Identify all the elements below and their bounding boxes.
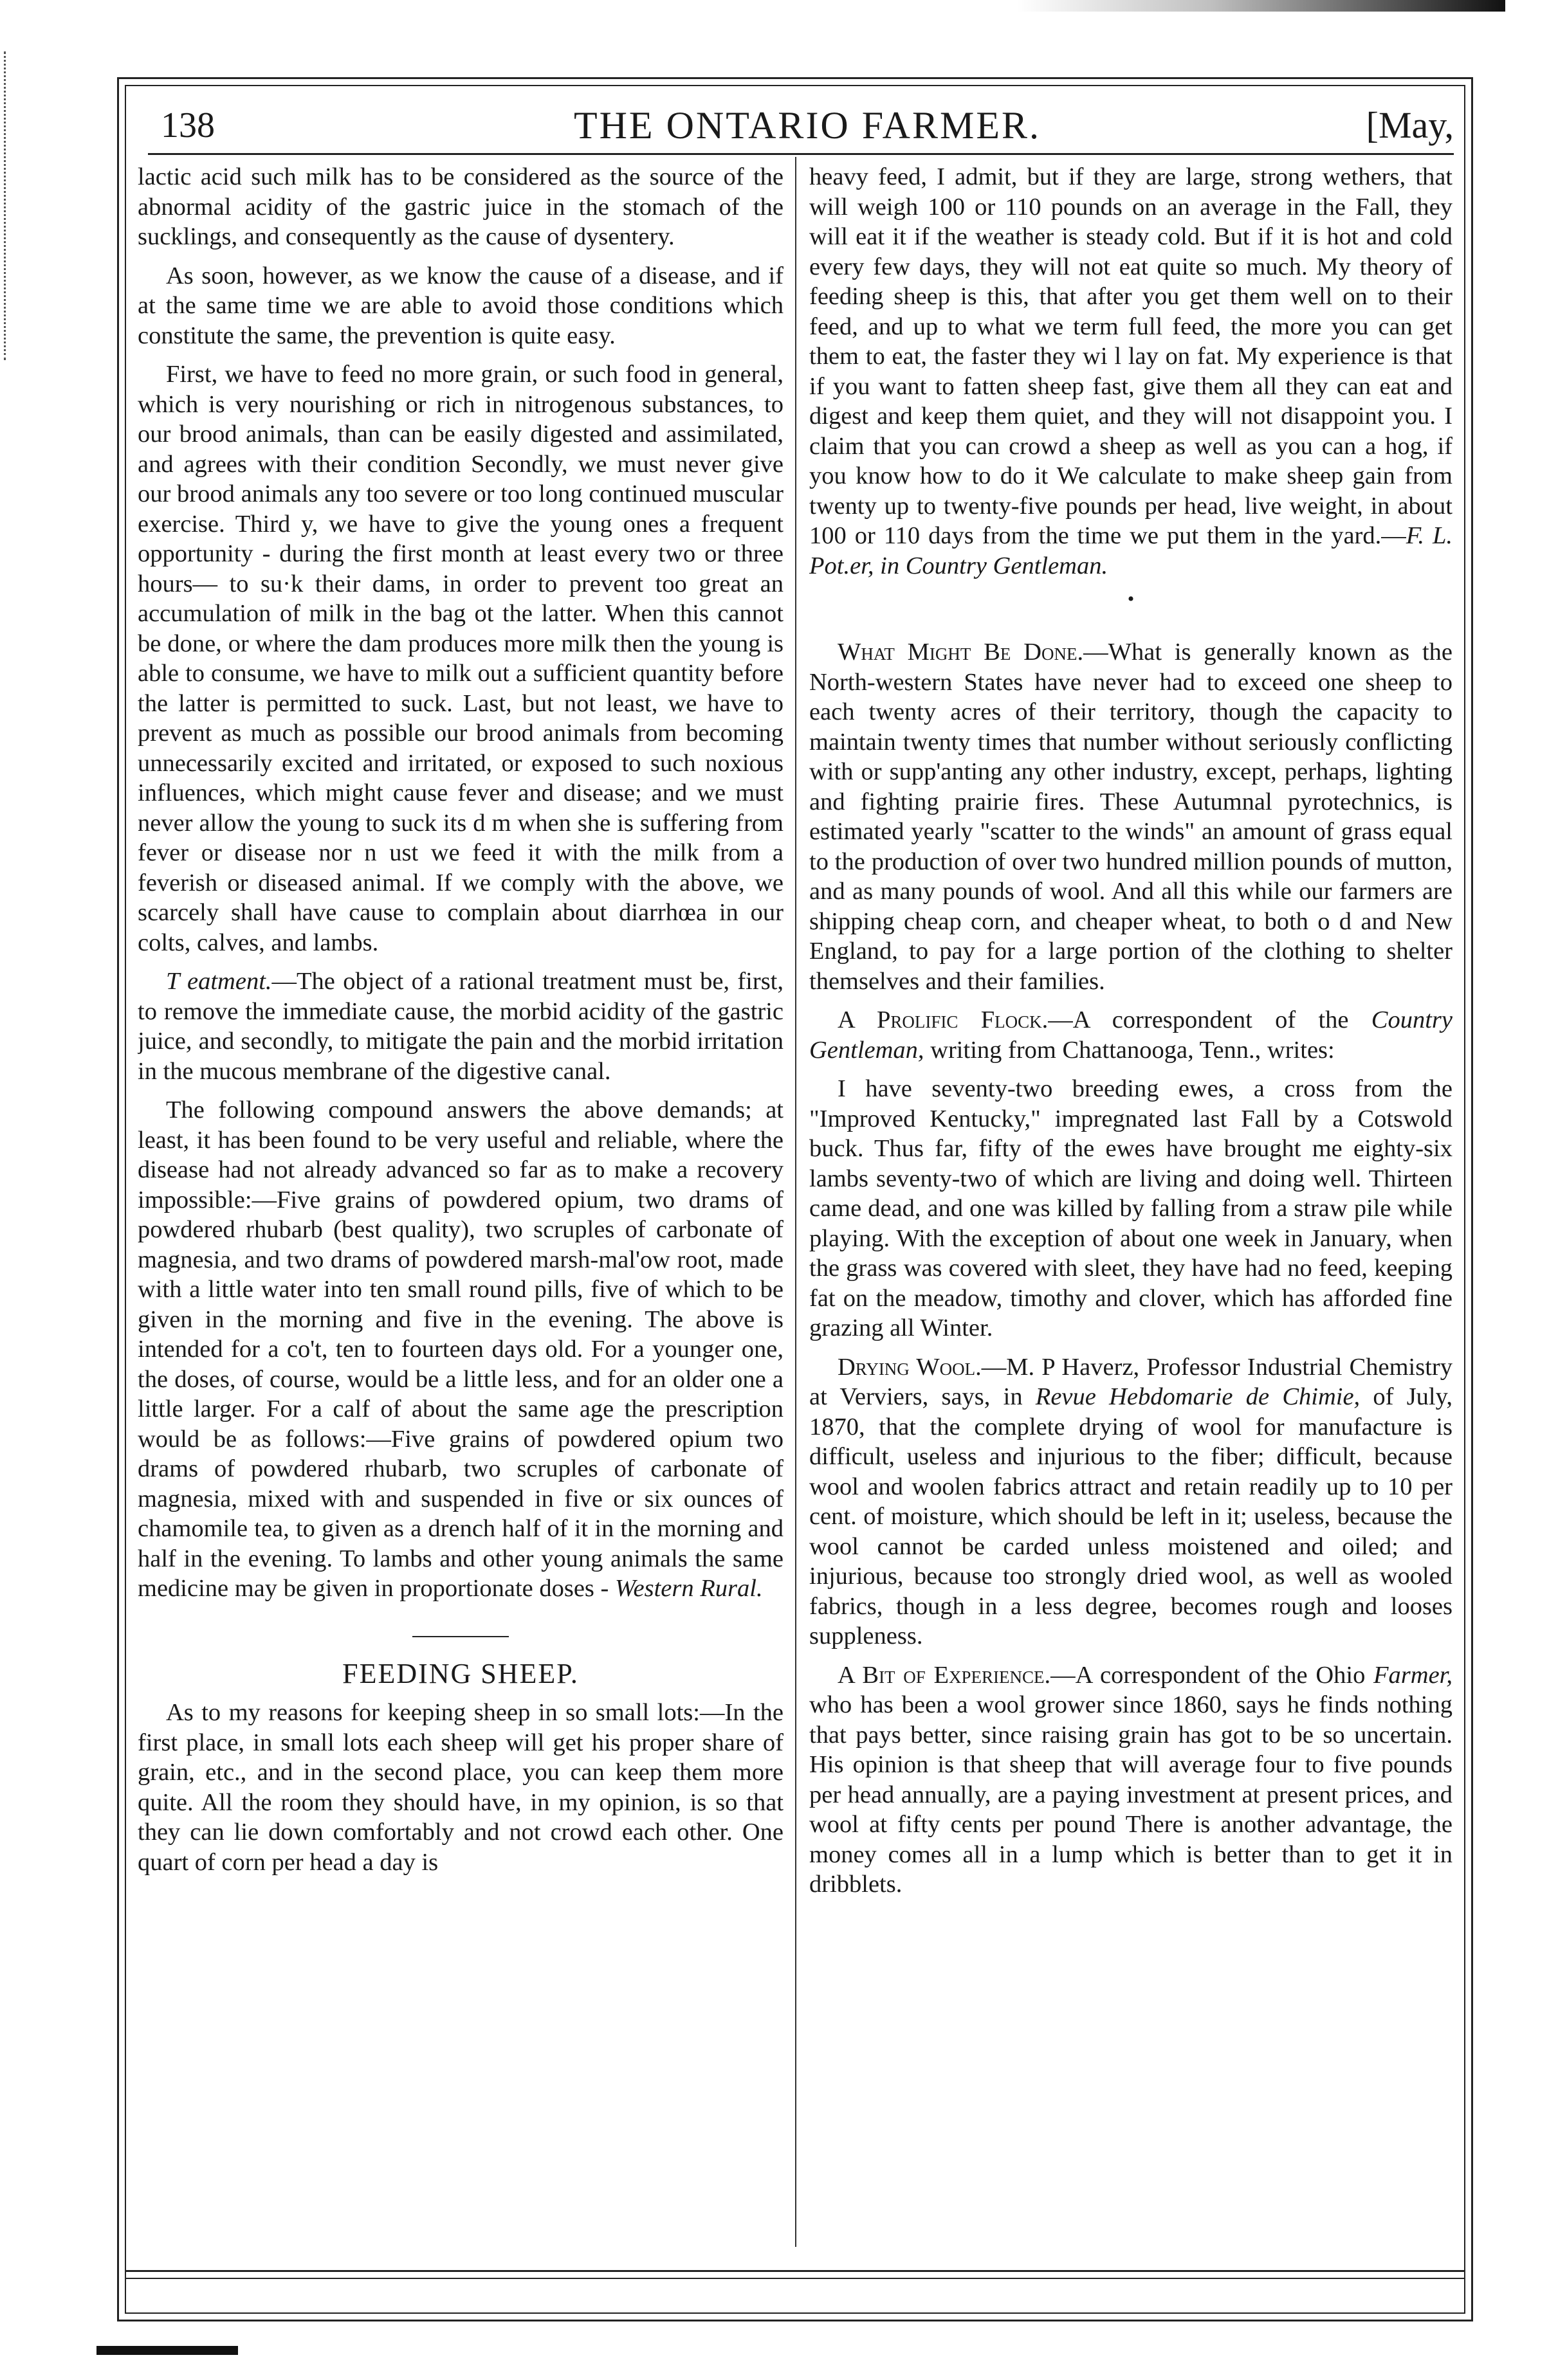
paragraph: lactic acid such milk has to be considered as the source of the abnormal acidity of the gastric juice in the stomach of the sucklings, and consequently as the cause of dysentery. (138, 163, 784, 250)
page-header (161, 96, 1454, 154)
scan-edge-mark (1016, 0, 1505, 12)
paragraph-body: writing from Chattanooga, Tenn., writes: (924, 1036, 1335, 1064)
scan-margin-mark (4, 51, 12, 360)
left-column (138, 162, 784, 2258)
paragraph-lead: A Bit of Experience. (838, 1661, 1051, 1689)
paragraph-body: —What is generally known as the North-western States have never had to exceed one sheep to each twenty acres of their territory, though the capacity to maintain twenty times that number without seriously conflicting with or supp'anting any other industry, except, perhaps, lighting and fighting prairie fires. These Autumnal pyrotechnics, is estimated yearly "scatter to the winds" an amount of grass equal to the production of over two hundred million pounds of mutton, and as many pounds of wool. And all this while our farmers are shipping cheap corn, and cheaper wheat, to both o d and New England, to pay for a large portion of the clothing to shelter themselves and their families. (809, 639, 1453, 995)
paragraph (138, 967, 784, 1086)
column-divider (795, 157, 796, 2247)
paragraph-body: —A correspondent of the (1048, 1006, 1371, 1033)
publication-name: Country Gentleman, (809, 1006, 1453, 1064)
separator: • (1127, 588, 1135, 610)
paragraph (809, 1352, 1453, 1651)
paragraph-body: —The object of a rational treatment must be, first, to remove the immediate cause, the morbid acidity of the gastric juice, and secondly, to mitigate the pain and the morbid irritation in the mucous membrane of the digestive canal. (138, 968, 784, 1085)
paragraph (809, 1660, 1453, 1900)
source-credit: F. L. Pot.er, in Country Gentleman. (809, 522, 1453, 579)
paragraph-lead: T eatment. (166, 968, 272, 995)
source-credit: Western Rural. (615, 1575, 763, 1602)
section-heading: FEEDING SHEEP. (342, 1657, 579, 1689)
bottom-rule (125, 2270, 1465, 2272)
paragraph: First, we have to feed no more grain, or such food in general, which is very nourishing or rich in nitrogenous substances, to our brood animals, than can be easily digested and assimilated, and agrees with their condition Secondly, we must never give our brood animals any too severe or too long continued muscular exercise. Third y, we have to give the young ones a frequent opportunity - during the first month at least every two or three hours— to su·k their dams, in order to prevent too great an accumulation of milk in the bag ot the latter. When this cannot be done, or where the dam produces more milk then the young is able to consume, we have to milk out a sufficient quantity before the latter is permitted to suck. Last, but not least, we have to prevent as much as possible our brood animals from becoming unnecessarily excited and irritated, or exposed to such noxious influences, which might cause fever and disease; and we must never allow the young to suck its d m when she is suffering from fever or disease nor n ust we feed it with the milk from a feverish or diseased animal. If we comply with the above, we scarcely shall have cause to complain about diarrhœa in our colts, calves, and lambs. (138, 361, 784, 956)
paragraph (809, 637, 1453, 996)
scan-edge-mark-bottom (96, 2346, 238, 2355)
paragraph-body: heavy feed, I admit, but if they are large, strong wethers, that will weigh 100 or 110 pounds on an average in the Fall, they will eat it if the weather is steady cold. But if it is hot and cold every few days, they will not eat quite so much. My theory of feeding sheep is this, that after you get them well on to their feed, and up to what we term full feed, the more you can get them to eat, the faster they wi l lay on fat. My experience is that if you want to fatten sheep fast, give them all they can eat and digest and keep them quiet, and they will not disappoint you. I claim that you can crowd a sheep as well as you can a hog, if you know how to do it We calculate to make sheep gain from twenty up to twenty-five pounds per head, live weight, in about 100 or 110 days from the time we put them in the yard.— (809, 163, 1453, 549)
paragraph (138, 1095, 784, 1604)
header-rule (148, 153, 1454, 155)
paragraph: As to my reasons for keeping sheep in so small lots:—In the first place, in small lots each sheep will get his proper share of grain, etc., and in the second place, you can keep them more quite. All the room they should have, in my opinion, is so that they can lie down comfortably and not crowd each other. One quart of corn per head a day is (138, 1699, 784, 1876)
issue-month: [May, (1366, 104, 1454, 146)
bottom-rule-double (125, 2278, 1465, 2279)
paragraph-body: —A correspondent of the Ohio (1050, 1661, 1374, 1689)
paragraph: I have seventy-two breeding ewes, a cross from the "Improved Kentucky," impregnated last Fall by a Cotswold buck. Thus far, fifty of the ewes have brought me eighty-six lambs seventy-two of which are living and doing well. Thirteen came dead, and one was killed by falling from a straw pile while playing. With the exception of about one week in January, when the grass was covered with sleet, they have had no feed, keeping fat on the meadow, timothy and clover, which has afforded fine grazing all Winter. (809, 1075, 1453, 1341)
page-number: 138 (161, 105, 215, 145)
paragraph-body: The following compound answers the above demands; at least, it has been found to be very useful and reliable, where the disease had not already advanced so far as to make a recovery impossible:—Five grains of powdered opium, two drams of powdered rhubarb (best quality), two scruples of carbonate of magnesia, and two drams of powdered marsh-mal'ow root, made with a little water into ten small round pills, five of which to be given in the morning and five in the evening. The above is intended for a co't, ten to fourteen days old. For a younger one, the doses, of course, would be a little less, and for an older one a little larger. For a calf of about the same age the prescription would be as follows:—Five grains of powdered opium two drams of powdered rhubarb, two scruples of carbonate of magnesia, mixed with and suspended in five or six ounces of chamomile tea, to given as a drench half of it in the morning and half in the evening. To lambs and other young animals the same medicine may be given in proportionate doses - (138, 1096, 784, 1602)
section-rule (412, 1636, 509, 1637)
paragraph-body: of July, 1870, that the complete drying of wool for manufacture is difficult, useless and injurious to the fiber; difficult, because wool and woolen fabrics attract and retain readily up to 10 per cent. of moisture, which should be left in it; useless, because the wool cannot be carded unless moistened and oiled; and injurious, because too strongly dried wool, as well as wooled fabrics, though in a less degree, becomes rough and looses suppleness. (809, 1383, 1453, 1649)
publication-name: Farmer, (1373, 1661, 1453, 1689)
journal-title: THE ONTARIO FARMER. (573, 104, 1041, 147)
paragraph-lead: Drying Wool. (838, 1353, 982, 1381)
paragraph: As soon, however, as we know the cause of a disease, and if at the same time we are able to avoid those conditions which constitute the same, the prevention is quite easy. (138, 262, 784, 349)
paragraph (809, 1005, 1453, 1065)
paragraph-lead: A Prolific Flock. (838, 1006, 1049, 1033)
right-column (809, 162, 1453, 2258)
paragraph-lead: What Might Be Done. (838, 639, 1084, 666)
paragraph-body: who has been a wool grower since 1860, says he finds nothing that pays better, since raising grain has got to be so uncertain. His opinion is that sheep that will average four to five pounds per head annually, are a paying investment at present prices, and wool at fifty cents per pound There is another advantage, the money comes all in a lump which is better than to get it in dribblets. (809, 1691, 1453, 1898)
paragraph-body: —M. P Haverz, Professor Industrial Chemistry at Verviers, says, in (809, 1353, 1453, 1410)
publication-name: Revue Hebdomarie de Chimie, (1035, 1383, 1361, 1410)
paragraph (809, 162, 1453, 581)
